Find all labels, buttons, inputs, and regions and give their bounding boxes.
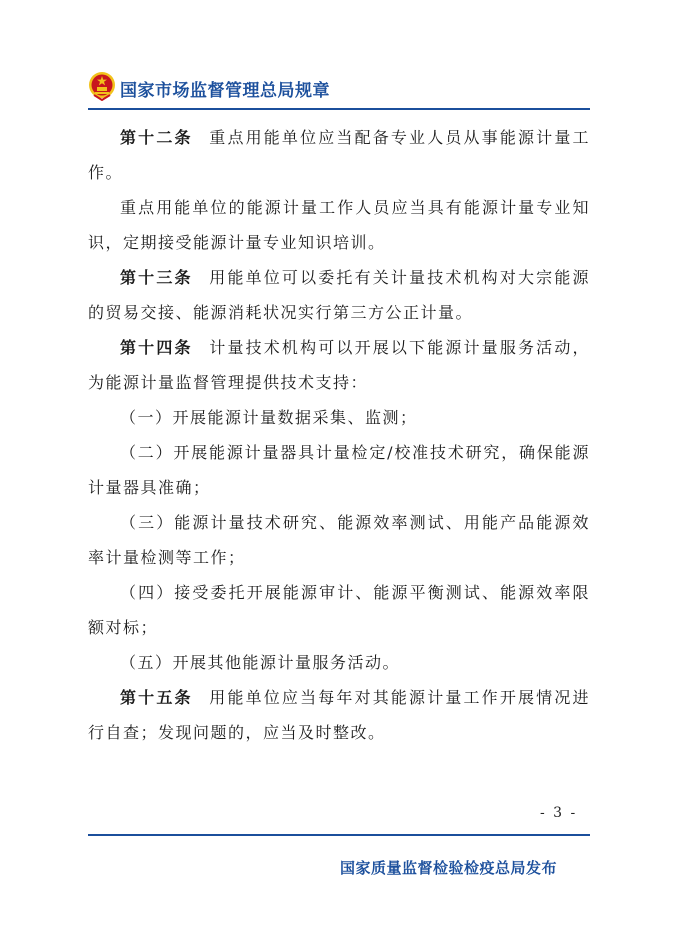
- article-text: 重点用能单位应当配备专业人员从事能源计量工作。: [88, 128, 590, 182]
- article-number: 第十二条: [120, 128, 193, 147]
- article-number: 第十三条: [120, 268, 193, 287]
- document-body: [88, 120, 590, 750]
- list-item: （一）开展能源计量数据采集、监测；: [120, 408, 418, 427]
- header-title: 国家市场监督管理总局规章: [120, 81, 330, 101]
- article-number: 第十五条: [120, 688, 193, 707]
- page-header: [88, 68, 590, 108]
- list-item: （五）开展其他能源计量服务活动。: [120, 653, 401, 672]
- article-number: 第十四条: [120, 338, 193, 357]
- article-12: [88, 120, 590, 190]
- footer-divider: [88, 834, 590, 836]
- article-text: 计量技术机构可以开展以下能源计量服务活动，为能源计量监督管理提供技术支持：: [88, 338, 590, 392]
- article-15: [88, 680, 590, 750]
- publisher-footer: 国家质量监督检验检疫总局发布: [340, 859, 558, 877]
- article-text: 用能单位应当每年对其能源计量工作开展情况进行自查；发现问题的，应当及时整改。: [88, 688, 590, 742]
- page-number: - 3 -: [540, 805, 578, 821]
- list-item: （四）接受委托开展能源审计、能源平衡测试、能源效率限额对标；: [88, 583, 590, 637]
- article-14: [88, 330, 590, 400]
- article-text: 用能单位可以委托有关计量技术机构对大宗能源的贸易交接、能源消耗状况实行第三方公正计量。: [88, 268, 590, 322]
- header-divider: [88, 108, 590, 110]
- paragraph: 重点用能单位的能源计量工作人员应当具有能源计量专业知识，定期接受能源计量专业知识培训。: [88, 198, 590, 252]
- list-item: （二）开展能源计量器具计量检定/校准技术研究，确保能源计量器具准确；: [88, 443, 590, 497]
- article-13: [88, 260, 590, 330]
- national-emblem-icon: [88, 71, 116, 101]
- list-item: （三）能源计量技术研究、能源效率测试、用能产品能源效率计量检测等工作；: [88, 513, 590, 567]
